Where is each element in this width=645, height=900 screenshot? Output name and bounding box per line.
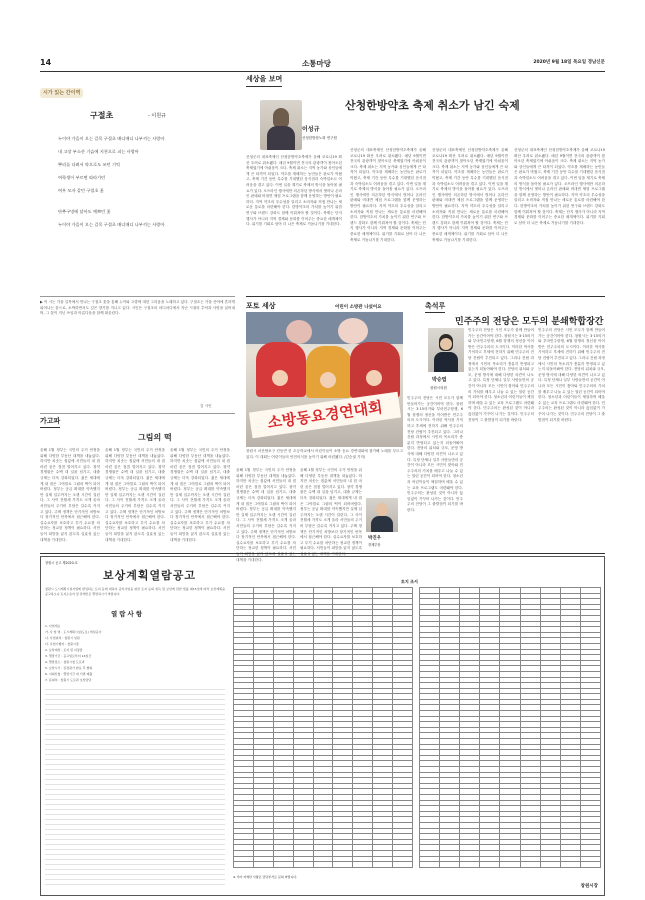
page-header	[40, 58, 605, 72]
avatar	[376, 503, 388, 516]
poem-line: 단추구멍에 달아도 예쁘던 꽃	[58, 209, 111, 214]
table-cell	[480, 862, 500, 868]
table-cell	[520, 862, 540, 868]
notice-item: 4. 열람장소 : 창원시청 도로과	[45, 660, 85, 664]
column3-body-a: 올해 1월 정부는 국민의 주거 안정을 위해 다양한 부동산 대책을 내놓았다. 하지만 치솟는 집값에 서민들의 내 집 마련 꿈은 점점 멀어지고 있다. 청약 경쟁률은 수백 대 일을 넘기고, 대출 규제는 더욱 강화되었다. 젊은 세대에게 내 집은 그야말로 그림의 떡이 되어버렸다. 정부는 공급 확대를 약속했지만 실제 입주까지는 오랜 시간이 걸린다. 그 사이 전월세 가격도 크게 올라 서민들의 주거비 부담은 갈수록 커지고 있다. 주택 정책은 단기적인 처방보다 장기적인 안목에서 접근해야 한다. 실수요자를 보호하고 투기 수요를 차단하는 정교한 정책이 필요하다. 서민들이 희망을 잃지 않도록 실효성 있는 대책을 기대한다.	[40, 448, 100, 542]
poem-line: 누이야 가을이 오는 길목 구절초 매디매디 나부끼는 사랑아	[58, 222, 165, 227]
section-title: 소통마당	[302, 59, 331, 68]
column1-author-title: 산청한방항노화 연구원	[302, 136, 337, 140]
notice-title: 보상계획열람공고	[103, 569, 197, 582]
table-cell	[253, 862, 273, 868]
notice-right-title: 토지 조서	[401, 579, 418, 584]
section-rule-1	[246, 296, 605, 297]
column2-body-b: 민주주의 전당은 시민 모두가 함께 만들어가는 공간이어야 한다. 창원시는 3·15의거와 부마민주항쟁, 6월 항쟁의 정신을 이어받은 민주주의의 도시이다. 이러한 역사를 기억하고 후세에 전하기 위해 민주주의 전당 건립이 추진되고 있다. 그러나 건립 과정에서 시민의 목소리가 충분히 반영되고 있는지 되돌아봐야 한다. 전당의 위치와 규모, 운영 방식에 대해 다양한 의견이 나오고 있다. 특정 단체나 일부 사람들만의 공간이 아니라 모든 시민이 찾아와 민주주의의 가치를 배우고 나눌 수 있는 열린 공간이 되어야 한다. 청소년과 어린이들이 체험하며 배울 수 있는 교육 프로그램도 마련돼야 한다. 민주주의는 완성된 것이 아니라 끊임없이 가꾸어 나가는 것이다. 민주주의 전당이 그 출발점이 되기를 바란다.	[468, 328, 534, 422]
table-cell	[440, 862, 460, 868]
header-rule	[40, 71, 605, 72]
avatar	[273, 108, 289, 128]
poem-logo	[40, 88, 83, 98]
column3-body-e: 올해 1월 정부는 국민의 주거 안정을 위해 다양한 부동산 대책을 내놓았다. 하지만 치솟는 집값에 서민들의 내 집 마련 꿈은 점점 멀어지고 있다. 청약 경쟁률은 수백 대 일을 넘기고, 대출 규제는 더욱 강화되었다. 젊은 세대에게 내 집은 그야말로 그림의 떡이 되어버렸다. 정부는 공급 확대를 약속했지만 실제 입주까지는 오랜 시간이 걸린다. 그 사이 전월세 가격도 크게 올라 서민들의 주거비 부담은 갈수록 커지고 있다. 주택 정책은 단기적인 처방보다 장기적인 안목에서 접근해야 한다. 실수요자를 보호하고 투기 수요를 차단하는 정교한 정책이 필요하다. 서민들이 희망을 잃지 않도록	[300, 468, 362, 551]
notice-item: 1. 사업개요	[45, 624, 61, 628]
column1-body-c: 산청군의 대표축제인 산청한방약초축제가 올해 코로나19 확산 우려로 취소됐다. 매년 9월이면 전국의 관광객이 찾아오던 축제였기에 아쉬움이 크다. 축제 취소는 지역 농가와 상인들에게 큰 타격이 되었다. 약초를 재배하는 농민들은 판로가 막혔고, 축제 기간 동안 특수를 기대했던 음식점과 숙박업소도 어려움을 겪고 있다. 이번 일을 계기로 축제의 방식을 돌아볼 필요가 있다. 오프라인 행사에만 의존하던 방식에서 벗어나 온라인 판매와 비대면 체험 프로그램을 함께 운영하는 방안이 필요하다. 지역 약초의 우수성을 알리고 소비자와 직접 만나는 새로운 통로를 마련해야 한다. 한방약초의 가치를 높이기 위한 연구와 브랜드 강화도 함께 이뤄져야 할 것이다. 축제는 단지 행사가 아니라 지역 경제와 문화를 이어주는 중요한 매개체이다. 위기를 기회로 삼아 더 나은 축제로 거듭나기를 기대한다.	[432, 148, 508, 242]
column3-body-c: 올해 1월 정부는 국민의 주거 안정을 위해 다양한 부동산 대책을 내놓았다. 하지만 치솟는 집값에 서민들의 내 집 마련 꿈은 점점 멀어지고 있다. 청약 경쟁률은 수백 대 일을 넘기고, 대출 규제는 더욱 강화되었다. 젊은 세대에게 내 집은 그야말로 그림의 떡이 되어버렸다. 정부는 공급 확대를 약속했지만 실제 입주까지는 오랜 시간이 걸린다. 그 사이 전월세 가격도 크게 올라 서민들의 주거비 부담은 갈수록 커지고 있다. 주택 정책은 단기적인 처방보다 장기적인 안목에서 접근해야 한다. 실수요자를 보호하고 투기 수요를 차단하는 정교한 정책이 필요하다. 서민들이 희망을 잃지 않도록 실효성 있는 대책을 기대한다.	[170, 448, 230, 542]
table-cell	[393, 862, 413, 868]
date-paper: 2020년 9월 18일 목요일 경남신문	[533, 60, 605, 65]
poem-title: 구절초	[90, 110, 114, 120]
column3-headline: 그림의 떡	[138, 432, 172, 442]
notice-box	[40, 556, 605, 896]
notice-item: 2. 보상대상 : 토지 및 지장물	[45, 648, 83, 652]
notice-top-rule	[40, 553, 605, 554]
column3-body-b: 올해 1월 정부는 국민의 주거 안정을 위해 다양한 부동산 대책을 내놓았다. 하지만 치솟는 집값에 서민들의 내 집 마련 꿈은 점점 멀어지고 있다. 청약 경쟁률은 수백 대 일을 넘기고, 대출 규제는 더욱 강화되었다. 젊은 세대에게 내 집은 그야말로 그림의 떡이 되어버렸다. 정부는 공급 확대를 약속했지만 실제 입주까지는 오랜 시간이 걸린다. 그 사이 전월세 가격도 크게 올라 서민들의 주거비 부담은 갈수록 커지고 있다. 주택 정책은 단기적인 처방보다 장기적인 안목에서 접근해야 한다. 실수요자를 보호하고 투기 수요를 차단하는 정교한 정책이 필요하다. 서민들이 희망을 잃지 않도록 실효성 있는 대책을 기대한다.	[105, 448, 165, 542]
notice-top-text: 창원시 공고 제2020-호	[45, 561, 78, 565]
table-row	[420, 862, 601, 868]
notice-table-a	[233, 587, 413, 868]
photo-caption: 창원시 마산합포구 진동면 한 초등학교에서 어린이들이 소방 동요 경연대회에 참가해 노래를 부르고 있다. 이 대회는 어린이들의 안전의식을 높이기 위해 마련됐다. /김승권 기자/	[246, 449, 403, 459]
column1-author-name: 이성규	[302, 126, 320, 133]
photo-caption-title: 어린이 소방관 나섰어요	[335, 305, 382, 310]
notice-item: 가. 사 업 명 : 도시계획시설(도로) 개설공사	[45, 630, 102, 634]
column1-body-a: 산청군의 대표축제인 산청한방약초축제가 올해 코로나19 확산 우려로 취소됐다. 매년 9월이면 전국의 관광객이 찾아오던 축제였기에 아쉬움이 크다. 축제 취소는 지역 농가와 상인들에게 큰 타격이 되었다. 약초를 재배하는 농민들은 판로가 막혔고, 축제 기간 동안 특수를 기대했던 음식점과 숙박업소도 어려움을 겪고 있다. 이번 일을 계기로 축제의 방식을 돌아볼 필요가 있다. 오프라인 행사에만 의존하던 방식에서 벗어나 온라인 판매와 비대면 체험 프로그램을 함께 운영하는 방안이 필요하다. 지역 약초의 우수성을 알리고 소비자와 직접 만나는 새로운 통로를 마련해야 한다. 한방약초의 가치를 높이기 위한 연구와 브랜드 강화도 함께 이뤄져야 할 것이다. 축제는 단지 행사가 아니라 지역 경제와 문화를 이어주는 중요한 매개체이다. 위기를 기회로 삼아 더 나은 축제로 거듭나기를 기대한다.	[246, 155, 342, 227]
poem-author: - 이원규	[148, 113, 166, 119]
poem-divider	[40, 296, 235, 297]
poem-line: 내 고장 부소산 기슭에 지천으로 피는 사랑아	[58, 149, 139, 154]
table-cell	[560, 862, 580, 868]
poem-line: 뿌리를 다려서 약으로도 쓰던 기억	[58, 162, 120, 167]
column3-body-d: 올해 1월 정부는 국민의 주거 안정을 위해 다양한 부동산 대책을 내놓았다. 하지만 치솟는 집값에 서민들의 내 집 마련 꿈은 점점 멀어지고 있다. 청약 경쟁률은 수백 대 일을 넘기고, 대출 규제는 더욱 강화되었다. 젊은 세대에게 내 집은 그야말로 그림의 떡이 되어버렸다. 정부는 공급 확대를 약속했지만 실제 입주까지는 오랜 시간이 걸린다. 그 사이 전월세 가격도 크게 올라 서민들의 주거비 부담은 갈수록 커지고 있다. 주택 정책은 단기적인 처방보다 장기적인 안목에서 접근해야 한다. 실수요자를 보호하고 투기 수요를 차단하는 정교한 정책이 필요하다. 서민 대책을 기대한다.	[236, 468, 296, 562]
column2-kicker: 촉석루	[425, 300, 445, 313]
column2-author-name: 박승엽	[432, 377, 447, 383]
photo-kicker: 포토 세상	[246, 300, 276, 313]
poem-lines	[58, 132, 164, 231]
column3-kicker: 가고파	[40, 415, 60, 428]
news-photo	[246, 312, 403, 447]
column2-author-title: 창원시의원	[430, 386, 447, 390]
poem-line: 여우 모자 같던 구절초 꽃	[58, 188, 104, 193]
notice-item: 6. 이의신청 : 열람기간 내 서면 제출	[45, 672, 93, 676]
table-cell	[333, 862, 353, 868]
column1-headline: 산청한방약초 축제 취소가 남긴 숙제	[345, 99, 520, 112]
section-rule-2	[40, 413, 235, 414]
notice-fine-print	[45, 689, 225, 889]
notice-item: 다. 사업시행자 : 창원시장	[45, 642, 79, 646]
table-cell	[500, 862, 520, 868]
poem-line: 여학생이 부르면 따라가던	[58, 175, 106, 180]
notice-footer: 창원시장	[580, 884, 598, 889]
column2-body-c: 민주주의 전당은 시민 모두가 함께 만들어가는 공간이어야 한다. 창원시는 3·15의거와 부마민주항쟁, 6월 항쟁의 정신을 이어받은 민주주의의 도시이다. 이러한 역사를 기억하고 후세에 전하기 위해 민주주의 전당 건립이 추진되고 있다. 그러나 건립 과정에서 시민의 목소리가 충분히 반영되고 있는지 되돌아봐야 한다. 전당의 위치와 규모, 운영 방식에 대해 다양한 의견이 나오고 있다. 특정 단체나 일부 사람들만의 공간이 아니라 모든 시민이 찾아와 민주주의의 가치를 배우고 나눌 수 있는 열린 공간이 되어야 한다. 청소년과 어린이들이 체험하며 배울 수 있는 교육 프로그램도 마련돼야 한다. 민주주의는 완성된 것이 아니라 끊임없이 가꾸어 나가는 것이다. 민주주의 전당이 그 출발점이 되기를 바란다.	[538, 328, 606, 422]
table-cell	[540, 862, 560, 868]
notice-table-b	[419, 587, 601, 868]
notice-intro: 창원시 도시계획시설사업에 편입되는 토지 등에 대하여 공익사업을 위한 토지 등의 취득 및 보상에 관한 법률 제15조에 따라 보상계획을 공고하오니 토지소유자 및 관계인은 열람하시기 바랍니다.	[45, 587, 225, 596]
table-cell	[373, 862, 393, 868]
table-cell	[234, 862, 254, 868]
column1-body-b: 산청군의 대표축제인 산청한방약초축제가 올해 코로나19 확산 우려로 취소됐다. 매년 9월이면 전국의 관광객이 찾아오던 축제였기에 아쉬움이 크다. 축제 취소는 지역 농가와 상인들에게 큰 타격이 되었다. 약초를 재배하는 농민들은 판로가 막혔고, 축제 기간 동안 특수를 기대했던 음식점과 숙박업소도 어려움을 겪고 있다. 이번 일을 계기로 축제의 방식을 돌아볼 필요가 있다. 오프라인 행사에만 의존하던 방식에서 벗어나 온라인 판매와 비대면 체험 프로그램을 함께 운영하는 방안이 필요하다. 지역 약초의 우수성을 알리고 소비자와 직접 만나는 새로운 통로를 마련해야 한다. 한방약초의 가치를 높이기 위한 연구와 브랜드 강화도 함께 이뤄져야 할 것이다. 축제는 단지 행사가 아니라 지역 경제와 문화를 이어주는 중요한 매개체이다. 위기를 기회로 삼아 더 나은 축제로 거듭나기를 기대한다.	[350, 148, 426, 242]
column1-kicker: 세상을 보며	[246, 72, 282, 87]
column1-author-photo	[260, 100, 302, 150]
column2-author-photo	[428, 328, 464, 372]
table-cell	[420, 862, 440, 868]
notice-item: 7. 문의처 : 창원시 도로과 보상담당	[45, 678, 92, 682]
page-number: 14	[40, 58, 52, 67]
poem-line: 누이야 가을이 오는 길목 구절초 매디매디 나부끼는 사랑아	[58, 136, 165, 141]
column1-body-d: 산청군의 대표축제인 산청한방약초축제가 올해 코로나19 확산 우려로 취소됐다. 매년 9월이면 전국의 관광객이 찾아오던 축제였기에 아쉬움이 크다. 축제 취소는 지역 농가와 상인들에게 큰 타격이 되었다. 약초를 재배하는 농민들은 판로가 막혔고, 축제 기간 동안 특수를 기대했던 음식점과 숙박업소도 어려움을 겪고 있다. 이번 일을 계기로 축제의 방식을 돌아볼 필요가 있다. 오프라인 행사에만 의존하던 방식에서 벗어나 온라인 판매와 비대면 체험 프로그램을 함께 운영하는 방안이 필요하다. 지역 약초의 우수성을 알리고 소비자와 직접 만나는 새로운 통로를 마련해야 한다. 한방약초의 가치를 높이기 위한 연구와 브랜드 강화도 함께 이뤄져야 할 것이다. 축제는 단지 행사가 아니라 지역 경제와 문화를 이어주는 중요한 매개체이다. 위기를 기회로 삼아 더 나은 축제로 거듭나기를 기대한다.	[514, 148, 605, 225]
poem-block	[40, 76, 235, 296]
poem-logo-text: 시가 있는 간이역	[43, 90, 81, 96]
table-cell	[313, 862, 333, 868]
table-cell	[273, 862, 293, 868]
poem-commentary-sign: 김 시인	[200, 404, 212, 408]
notice-items	[45, 623, 225, 683]
notice-right-note: ※ 기타 자세한 사항은 담당부서로 문의 바랍니다.	[233, 875, 298, 879]
notice-subtitle: 열람사항	[111, 610, 145, 618]
notice-item: 3. 열람기간 : 공고일로부터 14일간	[45, 654, 92, 658]
notice-item: 5. 보상시기 : 감정평가 완료 후 협의	[45, 666, 93, 670]
photo-banner: 소방동요경연대회	[249, 392, 401, 439]
column3-author-title: 경제부장	[368, 543, 381, 547]
table-cell	[460, 862, 480, 868]
column3-author-name: 박진우	[368, 536, 382, 541]
column3-author-photo	[366, 498, 398, 532]
poem-commentary: ▶ 이 시는 가을 길목에서 만나는 구절초 꽃을 통해 누이와 고향에 대한 그리움을 노래하고 있다. 구절초는 가을 산야에 흔하게 피어나는 꽃으로, 소박하면서도 깊은 향기를 지니고 있다. 시인은 구절초의 마디마디에서 지난 시절의 추억과 사랑을 읽어내며, 그 꽃이 지닌 쓰임과 아름다움을 함께 떠올린다.	[40, 300, 235, 316]
column2-headline: 민주주의 전당은 모두의 분쇄학합장간	[455, 317, 604, 327]
notice-item: 나. 사업위치 : 창원시 일원	[45, 636, 80, 640]
table-cell	[580, 862, 600, 868]
table-cell	[353, 862, 373, 868]
table-row	[234, 862, 413, 868]
column2-body-a: 민주주의 전당은 시민 모두가 함께 만들어가는 공간이어야 한다. 창원시는 3·15의거와 부마민주항쟁, 6월 항쟁의 정신을 이어받은 민주주의의 도시이다. 이러한 역사를 기억하고 후세에 전하기 위해 민주주의 전당 건립이 추진되고 있다. 그러나 건립 과정에서 시민의 목소리가 충분히 반영되고 있는지 되돌아봐야 한다. 전당의 위치와 규모, 운영 방식에 대해 다양한 의견이 나오고 있다. 특정 단체나 일부 사람들만의 공간이 아니라 모든 시민이 찾아와 민주주의의 가치를 배우고 나눌 수 있는 열린 공간이 되어야 한다. 청소년과 어린이들이 체험하며 배울 수 있는 교육 프로그램도 마련돼야 한다. 민주주의는 완성된 것이 아니라 끊임없이 가꾸어 나가는 것이다. 민주주의 전당이 그 출발점이 되기를 바란다.	[407, 396, 463, 512]
table-cell	[293, 862, 313, 868]
